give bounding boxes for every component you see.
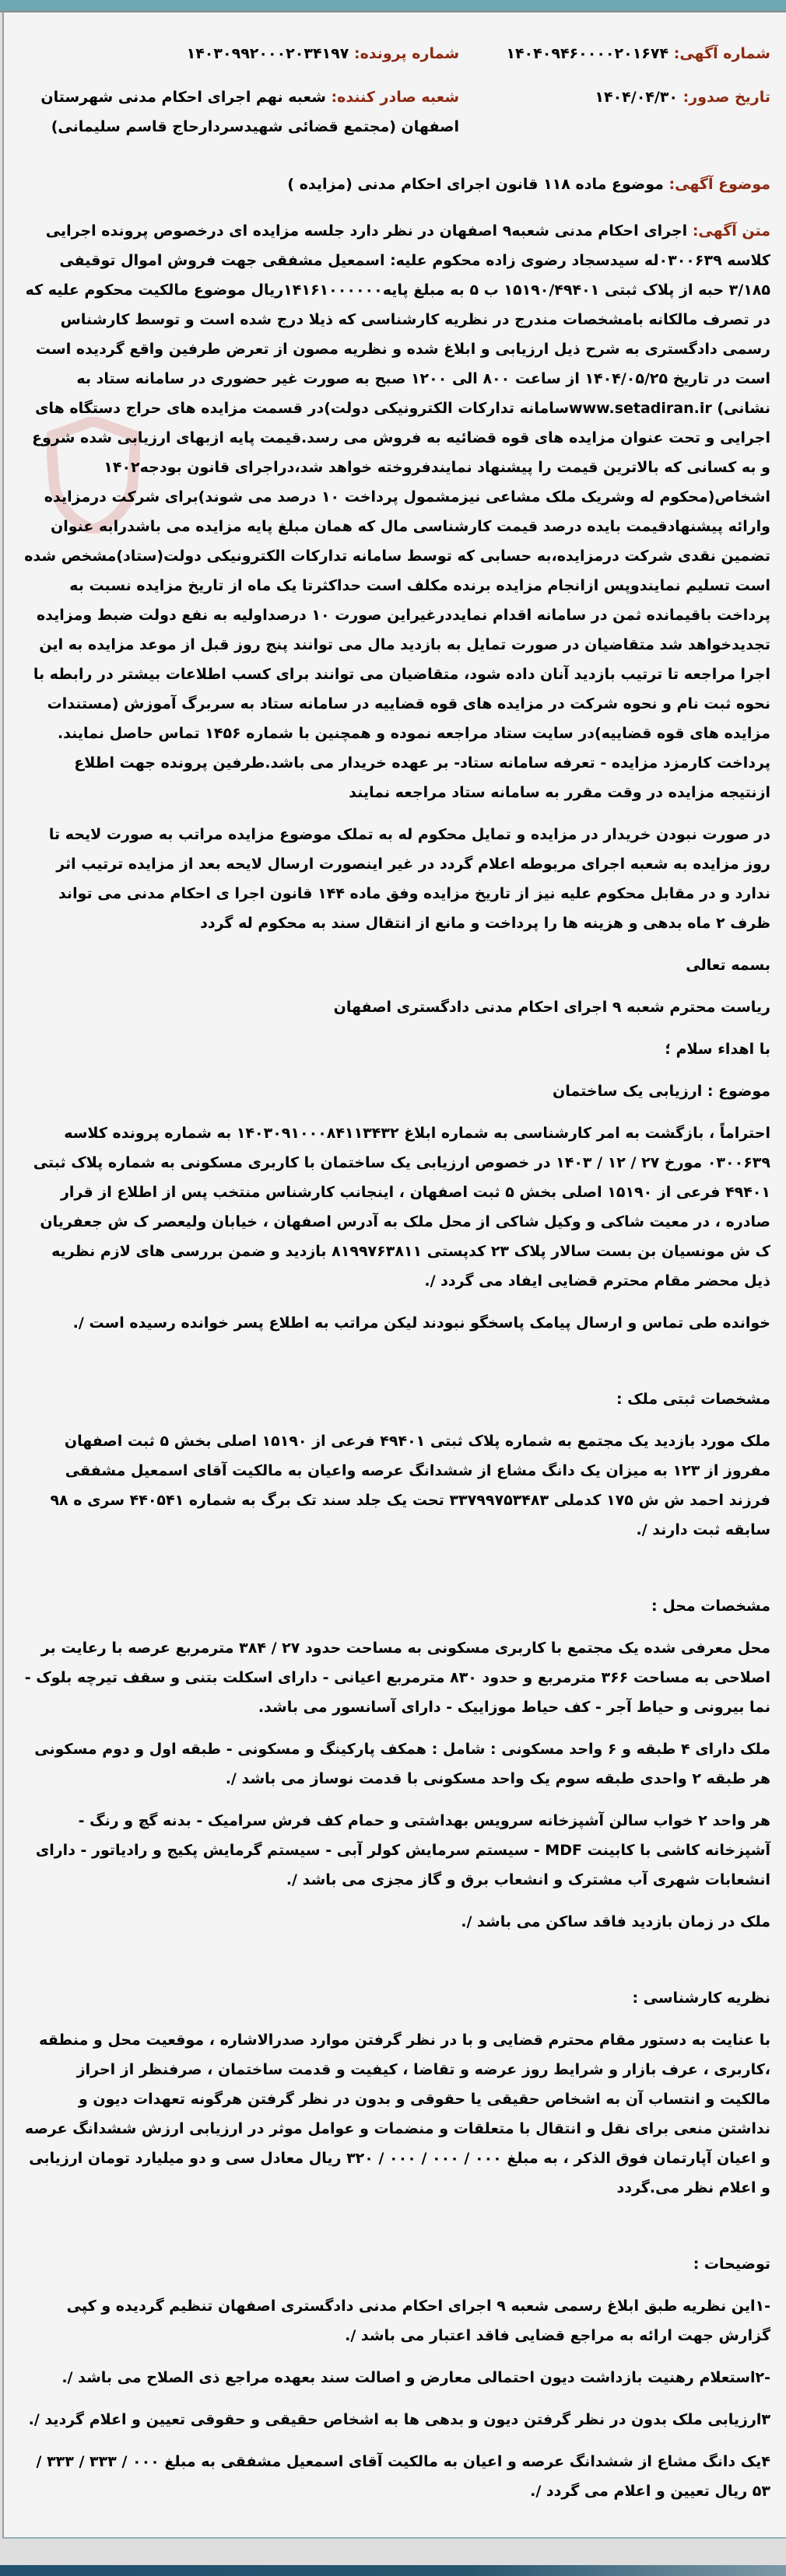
ad-number-label: شماره آگهی: <box>673 45 770 62</box>
registry-title: مشخصات ثبتی ملک : <box>616 1391 770 1408</box>
issue-date-value: ۱۴۰۴/۰۴/۳۰ <box>595 89 679 106</box>
note-item: ۳ارزیابی ملک بدون در نظر گرفتن دیون و بدهی ها به اشخاص حقیقی و حقوقی تعیین و اعلام گردید /. <box>28 2411 770 2428</box>
notes-title: توضیحات : <box>693 2256 770 2273</box>
note-item: ۴یک دانگ مشاع از ششدانگ عرصه و اعیان به مالکیت آقای اسمعیل مشفقی به مبلغ ۰۰۰ / ۳۳۳ / ۳۳۳ / ۵۳ ریال تعیین و اعلام می گردد /. <box>36 2453 770 2500</box>
no-buyer-paragraph: در صورت نبودن خریدار در مزایده و تمایل محکوم له به تملک موضوع مزایده مراتب به صورت لایحه تا روز مزایده به شعبه اجرای مربوطه اعلام گردد در غیر اینصورت ارسال لایحه بعد از مزایده ترتیب اثر ندارد و در مقابل محکوم علیه نیز از تاریخ مزایده وفق ماده ۱۴۴ قانون اجرا ی احکام مدنی می تواند ظرف ۲ ماه بدهی و هزینه ها را پرداخت و مانع از انتقال سند به محکوم له گردد <box>48 826 770 932</box>
site-details-2: ملک دارای ۴ طبقه و ۶ واحد مسکونی : شامل : همکف پارکینگ و مسکونی - طبقه اول و دوم مسکونی هر طبقه ۲ واحدی طبقه سوم یک واحد مسکونی با قدمت نوساز می باشد /. <box>34 1741 770 1787</box>
header-row-1 <box>4 39 786 68</box>
report-intro: احتراماً ، بازگشت به امر کارشناسی به شماره ابلاغ ۱۴۰۳۰۹۱۰۰۰۸۴۱۱۳۴۳۲ به شماره پرونده کلاسه ۰۳۰۰۶۳۹ مورخ ۲۷ / ۱۲ / ۱۴۰۳ در خصوص ارزیابی یک ساختمان با کاربری مسکونی به شماره پلاک ثبتی ۴۹۴۰۱ فرعی از ۱۵۱۹۰ اصلی بخش ۵ ثبت اصفهان ، اینجانب کارشناس منتخب پس از اطلاع از قرار صادره ، در معیت شاکی و وکیل شاکی از محل ملک به آدرس اصفهان ، خیابان ولیعصر ک ش جعفریان ک ش مونسیان بن بست سالار پلاک ۲۳ کدپستی ۸۱۹۹۷۶۳۸۱۱ بازدید و ضمن بررسی های لازم نظریه ذیل محضر مقام محترم قضایی ایفاد می گردد /. <box>33 1125 770 1290</box>
ad-number-value: ۱۴۰۴۰۹۴۶۰۰۰۰۲۰۱۶۷۴ <box>506 45 669 62</box>
branch-value: شعبه نهم اجرای احکام مدنی شهرستان اصفهان (مجتمع قضائی شهیدسردارحاج قاسم سلیمانی) <box>40 89 459 135</box>
subject-value: موضوع ماده ۱۱۸ قانون اجرای احکام مدنی (مزایده ) <box>287 176 664 193</box>
subject-row <box>4 170 786 199</box>
ad-panel <box>2 12 786 2539</box>
issue-date-row <box>459 82 770 112</box>
opinion-text: با عنایت به دستور مقام محترم قضایی و با در نظر گرفتن موارد صدرالاشاره ، موقعیت محل و منطقه ،کاربری ، عرف بازار و شرایط روز عرضه و تقاضا ، کیفیت و قدمت ساختمان ، صرفنظر از احراز مالکیت و انتساب آن به اشخاص حقیقی یا حقوقی و بدون در نظر گرفتن هرگونه تعهدات دیون و نداشتن منعی برای نقل و انتقال با متعلقات و منضمات و عوامل موثر در ارزیابی ارزش ششدانگ عرصه و اعیان آپارتمان فوق الذکر ، به مبلغ ۰۰۰ / ۰۰۰ / ۰۰۰ / ۳۲۰ ریال معادل سی و دو میلیارد تومان ارزیابی و اعلام نظر می.گردد <box>24 2032 770 2196</box>
site-details-3: هر واحد ۲ خواب سالن آشپزخانه سرویس بهداشتی و حمام کف فرش سرامیک - بدنه گچ و رنگ - آشپزخانه کاشی با کابینت MDF - سیستم سرمایش کولر آبی - سیستم گرمایش پکیج و رادیاتور - دارای انشعابات شهری آب مشترک و انشعاب برق و گاز مجزی می باشد /. <box>35 1812 770 1888</box>
ad-text-intro <box>24 216 770 807</box>
note-item: -۱این نظریه طبق ابلاغ رسمی شعبه ۹ اجرای احکام مدنی دادگستری اصفهان تنظیم گردیده و کپی گزارش جهت ارائه به مراجع قضایی فاقد اعتبار می باشد /. <box>66 2298 770 2344</box>
branch-label: شعبه صادر کننده: <box>331 89 459 106</box>
greeting: با اهداء سلام ؛ <box>665 1041 770 1058</box>
site-details-4: ملک در زمان بازدید فاقد ساکن می باشد /. <box>461 1913 770 1930</box>
site-title: مشخصات محل : <box>651 1598 770 1615</box>
file-number-label: شماره پرونده: <box>353 45 459 62</box>
addressee: ریاست محترم شعبه ۹ اجرای احکام مدنی دادگستری اصفهان <box>333 999 770 1016</box>
ad-text-label: متن آگهی: <box>692 222 770 240</box>
taskbar <box>0 2565 786 2576</box>
window-title-bar <box>0 0 786 12</box>
registry-details: ملک مورد بازدید یک مجتمع به شماره پلاک ثبتی ۴۹۴۰۱ فرعی از ۱۵۱۹۰ اصلی بخش ۵ ثبت اصفهان مفروز از ۱۲۳ به میزان یک دانگ مشاع از ششدانگ عرصه واعیان به مالکیت آقای اسمعیل مشفقی فرزند احمد ش ش ۱۷۵ کدملی ۳۳۷۹۹۷۵۳۴۸۳ تحت یک جلد سند تک برگ به شماره ۴۴۰۵۴۱ سری ه ۹۸ سابقه ثبت دارند /. <box>50 1433 770 1538</box>
issue-date-label: تاریخ صدور: <box>682 89 770 106</box>
note-item: -۲استعلام رهنیت بازداشت دیون احتمالی معارض و اصالت سند بعهده مراجع ذی الصلاح می باشد /. <box>61 2369 770 2386</box>
ad-text-intro-content: اجرای احکام مدنی شعبه۹ اصفهان در نظر دارد جلسه مزایده ای درخصوص پرونده اجرایی کلاسه ۰۳۰۰۶۳۹له سیدسجاد رضوی زاده محکوم علیه: اسمعیل مشفقی جهت فروش اموال توقیفی ۳/۱۸۵ حبه از پلاک ثبتی ۱۵۱۹۰/۴۹۴۰۱ ب ۵ به مبلغ پایه۱۴۱۶۱۰۰۰۰۰۰ریال موضوع مالکیت محکوم علیه که در تصرف مالکانه بامشخصات مندرج در نظریه کارشناسی که ذیلا درج شده است و توسط کارشناس رسمی دادگستری به شرح ذیل ارزیابی و ابلاغ شده و نظریه مصون از تعرض طرفین واقع گردیده است است در تاریخ ۱۴۰۴/۰۵/۲۵ از ساعت ۸۰۰ الی ۱۲۰۰ صبح به صورت غیر حضوری در سامانه ستاد به نشانی) www.setadiran.irسامانه تدارکات الکترونیکی دولت)در قسمت مزایده های حراج دستگاه های اجرایی و تحت عنوان مزایده های قوه قضائیه به فروش می رسد.قیمت پایه ازبهای ارزیابی شده شروع و به کسانی که بالاترین قیمت را پیشنهاد نمایندفروخته خواهد شد،دراجرای قانون بودجه۱۴۰۲ اشخاص(محکوم له وشریک ملک مشاعی نیزمشمول پرداخت ۱۰ درصد می شوند)برای شرکت درمزایده وارائه پیشنهادقیمت بایده درصد قیمت کارشناسی مال که همان مبلغ پایه مزایده می باشدرابه عنوان تضمین نقدی شرکت درمزایده،به حسابی که توسط سامانه تدارکات الکترونیکی دولت(ستاد)مشخص شده است تسلیم نمایندوپس ازانجام مزایده برنده مکلف است حداکثرتا یک ماه از تاریخ مزایده نسبت به پرداخت باقیمانده ثمن در سامانه اقدام نمایددرغیراین صورت ۱۰ درصداولیه به نفع دولت ضبط ومزایده تجدیدخواهد شد متقاضیان در صورت تمایل به بازدید مال می توانند پنج روز قبل از موعد مزایده به این اجرا مراجعه تا ترتیب بازدید آنان داده شود، متقاضیان می توانند برای کسب اطلاعات بیشتر در رابطه با نحوه ثبت نام و نحوه شرکت در مزایده های قوه قضاییه در سامانه ستاد به سربرگ آموزش (مستندات مزایده های قوه قضاییه)در سایت ستاد مراجعه نموده و همچنین با شماره ۱۴۵۶ تماس حاصل نمایند. پرداخت کارمزد مزایده - تعرفه سامانه ستاد- بر عهده خریدار می باشد.طرفین پرونده جهت اطلاع ازنتیجه مزایده در وقت مقرر به سامانه ستاد مراجعه نمایند <box>24 222 770 801</box>
file-number-row <box>24 39 459 68</box>
basmala: بسمه تعالی <box>686 957 770 974</box>
subject-label: موضوع آگهی: <box>668 176 770 193</box>
defendant-note: خوانده طی تماس و ارسال پیامک پاسخگو نبودند لیکن مراتب به اطلاع پسر خوانده رسیده است /. <box>72 1314 770 1332</box>
ad-body <box>4 216 786 2506</box>
status-band <box>0 2539 786 2565</box>
report-topic: موضوع : ارزیابی یک ساختمان <box>553 1083 770 1100</box>
site-details-1: محل معرفی شده یک مجتمع با کاربری مسکونی به مساحت حدود ۲۷ / ۳۸۴ مترمربع عرصه با رعایت بر اصلاحی به مساحت ۳۶۶ مترمربع و حدود ۸۳۰ مترمربع اعیانی - دارای اسکلت بتنی و سقف تیرچه بلوک - نما بیرونی و حیاط آجر - کف حیاط موزاییک - دارای آسانسور می باشد. <box>24 1640 770 1716</box>
opinion-title: نظریه کارشناسی : <box>632 1990 770 2007</box>
ad-number-row <box>459 39 770 68</box>
header-row-2 <box>4 82 786 142</box>
file-number-value: ۱۴۰۳۰۹۹۲۰۰۰۲۰۳۴۱۹۷ <box>186 45 349 62</box>
branch-row <box>24 82 459 142</box>
